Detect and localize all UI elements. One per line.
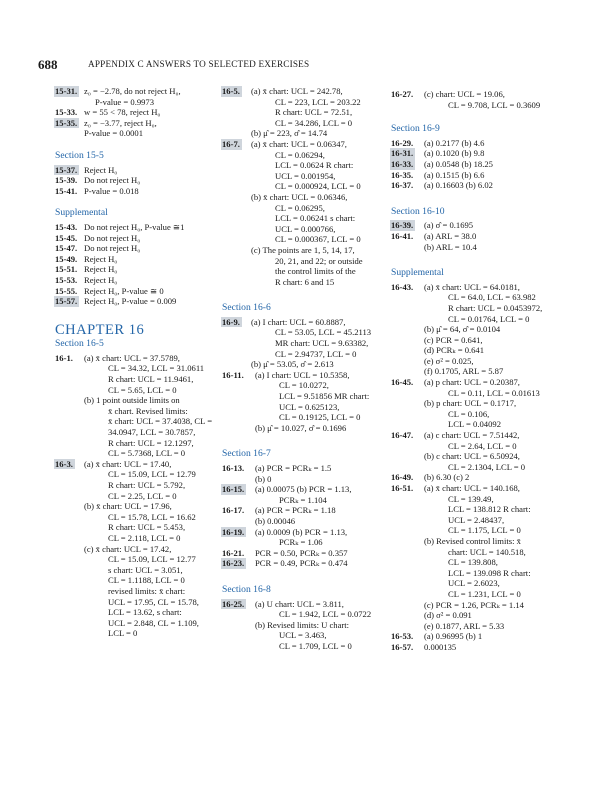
- exercise-number: 16-21.: [222, 547, 245, 558]
- answer-16-43: [391, 282, 559, 377]
- answer-line: Do not reject H₀: [84, 243, 141, 254]
- answer-line: LCL = 139.098 R chart:: [448, 567, 531, 578]
- answer-line: CL = 0.06294,: [275, 149, 325, 160]
- answer-15-49: [55, 254, 209, 265]
- answer-line: R chart: UCL = 12.1297,: [108, 437, 194, 448]
- answer-16-1: [55, 352, 213, 459]
- answer-line: (a) p chart: UCL = 0.20387,: [424, 377, 520, 388]
- answer-line: 34.0947, LCL = 30.7857,: [108, 427, 196, 438]
- exercise-number: 15-37.: [55, 164, 78, 175]
- exercise-number: 16-43.: [391, 281, 414, 292]
- running-header: [38, 58, 571, 72]
- exercise-number: 16-53.: [391, 631, 414, 642]
- answer-line: (d) PCRₖ = 0.641: [424, 345, 485, 356]
- answer-line: (b) x̄ chart: UCL = 0.06346,: [251, 191, 348, 202]
- answer-15-31: [55, 86, 209, 107]
- answer-16-49: [391, 472, 559, 483]
- answer-line: MR chart: UCL = 9.63382,: [275, 338, 369, 349]
- answer-line: R chart: UCL = 5.453,: [108, 522, 186, 533]
- answer-line: Do not reject H₀: [84, 232, 141, 243]
- answer-16-3: [55, 459, 209, 639]
- answer-line: (b) 1 point outside limits on: [84, 395, 180, 406]
- answer-line: (c) The points are 1, 5, 14, 17,: [251, 244, 355, 255]
- answer-line: (b) 6.30 (c) 2: [424, 472, 470, 483]
- answer-line: (a) 0.0009 (b) PCR = 1.13,: [255, 526, 348, 537]
- answer-16-11: [222, 370, 380, 434]
- answer-line: R chart: UCL = 11.9461,: [108, 374, 194, 385]
- exercise-number: 16-15.: [222, 484, 245, 495]
- exercise-number: 16-37.: [391, 180, 414, 191]
- answer-line: (d) σ² = 0.091: [424, 610, 472, 621]
- answer-line: CL = 15.78, LCL = 16.62: [108, 511, 196, 522]
- exercise-number: 16-5.: [222, 86, 240, 96]
- answer-line: LCL = 0.0624 R chart:: [275, 160, 354, 171]
- exercise-number: 15-55.: [55, 285, 78, 296]
- answer-line: CL = 1.231, LCL = 0: [448, 588, 521, 599]
- answer-line: w = 55 < 78, reject H₀: [84, 107, 161, 118]
- answer-16-13: [222, 463, 380, 484]
- answer-16-31: [391, 148, 559, 159]
- answer-line: (b) ARL = 10.4: [424, 241, 477, 252]
- answer-line: (c) x̄ chart: UCL = 17.42,: [84, 543, 172, 554]
- answer-line: CL = 1.1188, LCL = 0: [108, 575, 185, 586]
- answer-line: (a) I chart: UCL = 10.5358,: [255, 369, 350, 380]
- answer-line: CL = 2.64, LCL = 0: [448, 440, 517, 451]
- answer-line: (b) μ̂ = 223, σ̂ = 14.74: [251, 128, 328, 139]
- answer-15-53: [55, 275, 209, 286]
- answer-line: CL = 1.942, LCL = 0.0722: [279, 609, 372, 620]
- answer-line: PCR = 0.50, PCRₖ = 0.357: [255, 547, 348, 558]
- answer-line: LCL = 13.62, s chart:: [108, 607, 182, 618]
- answer-15-41: [55, 186, 209, 197]
- exercise-number: 16-23.: [222, 558, 245, 569]
- section-heading: Section 15-5: [55, 149, 104, 161]
- answer-line: CL = 0.000367, LCL = 0: [275, 234, 361, 245]
- exercise-number: 16-45.: [391, 377, 414, 388]
- answer-line: PCRₖ = 1.104: [279, 494, 327, 505]
- answer-16-17: [222, 505, 380, 526]
- answer-line: LCL = 0: [108, 628, 138, 639]
- exercise-number: 16-7.: [222, 138, 240, 149]
- answer-line: (a) I chart: UCL = 60.8887,: [251, 316, 346, 327]
- answer-line: (b) 0: [255, 473, 272, 484]
- answer-15-43: [55, 222, 209, 233]
- column-3: [391, 86, 559, 653]
- exercise-number: 16-29.: [391, 137, 414, 148]
- answer-line: PCR = 0.49, PCRₖ = 0.474: [255, 558, 348, 569]
- answer-line: (a) 0.00075 (b) PCR = 1.13,: [255, 484, 352, 495]
- answer-line: (e) 0.1877, ARL = 5.33: [424, 620, 505, 631]
- answer-line: (a) x̄ chart: UCL = 242.78,: [251, 86, 343, 96]
- answer-16-45: [391, 377, 559, 430]
- answer-line: (c) chart: UCL = 19.06,: [424, 89, 505, 99]
- answer-line: Do not reject H₀, P-value ≅1: [84, 221, 185, 232]
- answer-16-9: [222, 317, 380, 370]
- answer-line: UCL = 0.625123,: [279, 401, 340, 412]
- answer-line: R chart: 6 and 15: [275, 276, 335, 287]
- answer-line: (a) x̄ chart: UCL = 64.0181,: [424, 281, 520, 292]
- section-heading: Section 16-5: [55, 338, 104, 350]
- exercise-number: 16-13.: [222, 463, 245, 473]
- chapter-heading: CHAPTER 16: [55, 321, 145, 338]
- answer-line: CL = 15.09, LCL = 12.77: [108, 554, 196, 565]
- answer-line: P-value = 0.9973: [95, 96, 155, 107]
- answer-16-47: [391, 430, 559, 472]
- answer-16-21: [222, 548, 380, 559]
- answer-line: R chart: UCL = 72.51,: [275, 107, 353, 118]
- exercise-number: 15-47.: [55, 243, 78, 254]
- section-heading: Supplemental: [55, 207, 108, 219]
- answer-line: CL = 5.65, LCL = 0: [108, 384, 177, 395]
- answer-16-51: [391, 483, 559, 631]
- answer-line: (b) μ̂ = 64, σ̂ = 0.0104: [424, 324, 501, 335]
- answer-line: (a) PCR = PCRₖ = 1.5: [255, 463, 332, 473]
- answer-line: P-value = 0.0001: [84, 128, 144, 139]
- exercise-number: 16-57.: [391, 641, 414, 652]
- exercise-number: 16-9.: [222, 316, 240, 327]
- answer-line: CL = 0.19125, LCL = 0: [279, 412, 361, 423]
- exercise-number: 15-45.: [55, 232, 78, 243]
- answer-line: chart: UCL = 140.518,: [448, 546, 526, 557]
- answer-line: LCL = 138.812 R chart:: [448, 504, 531, 515]
- answer-line: z₀ = −2.78, do not reject H₀,: [84, 86, 181, 96]
- answer-line: (b) p chart: UCL = 0.1717,: [424, 398, 517, 409]
- answer-line: CL = 0.106,: [448, 408, 490, 419]
- exercise-number: 16-39.: [391, 220, 414, 231]
- exercise-number: 16-47.: [391, 430, 414, 441]
- exercise-number: 16-11.: [222, 369, 244, 380]
- answer-16-53: [391, 631, 559, 642]
- answer-15-39: [55, 175, 209, 186]
- exercise-number: 15-51.: [55, 264, 78, 275]
- answer-15-57: [55, 296, 209, 307]
- exercise-number: 16-33.: [391, 158, 414, 169]
- answer-line: (b) Revised limits: U chart:: [255, 619, 350, 630]
- answer-line: CL = 1.175, LCL = 0: [448, 525, 521, 536]
- answer-line: Reject H₀: [84, 164, 118, 175]
- answer-line: UCL = 0.000766,: [275, 223, 336, 234]
- column-1: [55, 86, 213, 639]
- exercise-number: 15-53.: [55, 274, 78, 285]
- answer-line: Reject H₀: [84, 264, 118, 275]
- answer-line: (a) 0.16603 (b) 6.02: [424, 180, 493, 191]
- answer-line: CL = 2.1304, LCL = 0: [448, 461, 526, 472]
- answer-line: UCL = 2.848, CL = 1.109,: [108, 617, 199, 628]
- answer-line: x̄ chart. Revised limits:: [108, 405, 188, 416]
- answer-line: the control limits of the: [275, 266, 356, 277]
- exercise-number: 16-25.: [222, 598, 245, 609]
- answer-line: (a) 0.2177 (b) 4.6: [424, 137, 485, 148]
- answer-line: Do not reject H₀: [84, 175, 141, 186]
- exercise-number: 15-41.: [55, 185, 78, 196]
- answer-line: UCL = 2.6023,: [448, 578, 500, 589]
- answer-15-45: [55, 233, 209, 244]
- answer-15-33: [55, 107, 209, 118]
- exercise-number: 15-57.: [55, 296, 78, 307]
- exercise-number: 15-39.: [55, 175, 78, 186]
- answer-line: (b) Revised control limits: x̄: [424, 535, 521, 546]
- answer-line: CL = 34.32, LCL = 31.0611: [108, 363, 205, 374]
- answer-line: CL = 64.0, LCL = 63.982: [448, 292, 536, 303]
- exercise-number: 16-31.: [391, 148, 414, 159]
- exercise-number: 16-17.: [222, 505, 245, 516]
- section-heading: Section 16-6: [222, 302, 271, 314]
- answer-15-51: [55, 264, 209, 275]
- section-heading: Section 16-9: [391, 123, 440, 135]
- answer-line: P-value = 0.018: [84, 185, 139, 196]
- exercise-number: 16-1.: [55, 352, 73, 363]
- exercise-number: 16-49.: [391, 472, 414, 483]
- answer-line: s chart: UCL = 3.051,: [108, 564, 183, 575]
- column-2: [222, 86, 380, 652]
- answer-line: CL = 0.000924, LCL = 0: [275, 181, 361, 192]
- answer-line: R chart: UCL = 0.0453972,: [448, 302, 543, 313]
- answer-line: CL = 0.01764, LCL = 0: [448, 313, 530, 324]
- answer-line: (b) μ̂ = 53.05, σ̂ = 2.613: [251, 359, 334, 370]
- answer-line: CL = 223, LCL = 203.22: [275, 96, 361, 107]
- answer-line: R chart: UCL = 5.792,: [108, 480, 186, 490]
- answer-line: CL = 0.06295,: [275, 202, 325, 213]
- exercise-number: 16-35.: [391, 169, 414, 180]
- answer-line: CL = 34.286, LCL = 0: [275, 117, 353, 128]
- answer-line: x̄ chart: UCL = 37.4038, CL =: [108, 416, 213, 427]
- answer-15-37: [55, 165, 209, 176]
- answer-line: (a) 0.96995 (b) 1: [424, 631, 483, 642]
- answer-line: Reject H₀: [84, 274, 118, 285]
- answer-16-19: [222, 527, 380, 548]
- answer-line: CL = 139.808,: [448, 557, 498, 568]
- exercise-number: 15-33.: [55, 107, 78, 118]
- answer-line: (f) 0.1705, ARL = 5.87: [424, 366, 504, 377]
- answer-line: UCL = 0.001954,: [275, 170, 336, 181]
- answer-16-33: [391, 159, 559, 170]
- answer-line: (b) c chart: UCL = 6.50924,: [424, 451, 520, 462]
- answer-line: (a) U chart: UCL = 3.811,: [255, 598, 344, 609]
- answer-line: (a) x̄ chart: UCL = 140.168,: [424, 483, 520, 493]
- answer-line: CL = 2.25, LCL = 0: [108, 490, 177, 501]
- answer-line: z₀ = −3.77, reject H₀,: [84, 117, 157, 128]
- answer-line: CL = 2.94737, LCL = 0: [275, 348, 357, 359]
- section-heading: Section 16-10: [391, 205, 445, 217]
- answer-line: (a) ARL = 38.0: [424, 230, 477, 241]
- answer-15-55: [55, 286, 209, 297]
- answer-line: CL = 15.09, LCL = 12.79: [108, 469, 196, 480]
- exercise-number: 15-43.: [55, 221, 78, 232]
- exercise-number: 16-51.: [391, 483, 414, 493]
- answer-16-27: [391, 89, 559, 110]
- section-heading: Section 16-7: [222, 448, 271, 460]
- answer-16-35: [391, 170, 559, 181]
- exercise-number: 15-35.: [55, 117, 78, 128]
- answer-line: (a) c chart: UCL = 7.51442,: [424, 430, 520, 441]
- answer-16-41: [391, 231, 559, 252]
- answer-line: LCL = 0.04092: [448, 419, 501, 430]
- answer-line: CL = 139.49,: [448, 493, 494, 504]
- answer-line: PCRₖ = 1.06: [279, 537, 323, 548]
- exercise-number: 16-19.: [222, 526, 245, 537]
- section-heading: Supplemental: [391, 267, 444, 279]
- answer-line: (c) PCR = 1.26, PCRₖ = 1.14: [424, 599, 524, 610]
- answer-16-39: [391, 220, 559, 231]
- answer-line: (a) x̄ chart: UCL = 17.40,: [84, 458, 172, 469]
- running-title: APPENDIX C ANSWERS TO SELECTED EXERCISES: [88, 59, 310, 69]
- answer-16-37: [391, 180, 559, 191]
- answer-line: CL = 53.05, LCL = 45.2113: [275, 327, 372, 338]
- exercise-number: 16-3.: [55, 458, 73, 469]
- answer-16-25: [222, 599, 380, 652]
- answer-line: (c) PCR = 0.641,: [424, 334, 483, 345]
- answer-line: (b) x̄ chart: UCL = 17.96,: [84, 501, 172, 512]
- exercise-number: 16-41.: [391, 230, 414, 241]
- answer-line: Reject H₀, P-value = 0.009: [84, 296, 177, 307]
- answer-16-5: [222, 86, 380, 139]
- answer-line: (e) σ² = 0.025,: [424, 355, 474, 366]
- answer-15-47: [55, 243, 209, 254]
- answer-line: CL = 2.118, LCL = 0: [108, 532, 181, 543]
- answer-line: LCL = 9.51856 MR chart:: [279, 391, 370, 402]
- answer-line: LCL = 0.06241 s chart:: [275, 213, 356, 224]
- exercise-number: 15-49.: [55, 253, 78, 264]
- answer-line: 20, 21, and 22; or outside: [275, 255, 363, 266]
- answer-line: UCL = 3.463,: [279, 630, 327, 641]
- answer-line: Reject H₀: [84, 253, 118, 264]
- answer-16-15: [222, 484, 380, 505]
- answer-16-57: [391, 642, 559, 653]
- answer-line: UCL = 17.95, CL = 15.78,: [108, 596, 199, 607]
- exercise-number: 15-31.: [55, 86, 78, 96]
- answer-line: (a) 0.1515 (b) 6.6: [424, 169, 485, 180]
- answer-line: 0.000135: [424, 641, 457, 652]
- answer-16-29: [391, 138, 559, 149]
- answer-line: (a) x̄ chart: UCL = 37.5789,: [84, 352, 180, 363]
- answer-15-35: [55, 118, 209, 139]
- answer-line: CL = 0.11, LCL = 0.01613: [448, 387, 540, 398]
- answer-line: (a) σ̂ = 0.1695: [424, 220, 474, 231]
- answer-line: CL = 9.708, LCL = 0.3609: [448, 99, 541, 110]
- answer-line: (b) 0.00046: [255, 515, 296, 526]
- answer-line: (a) x̄ chart: UCL = 0.06347,: [251, 138, 347, 149]
- answer-line: revised limits: x̄ chart:: [108, 585, 186, 596]
- exercise-number: 16-27.: [391, 89, 414, 99]
- section-heading: Section 16-8: [222, 583, 271, 595]
- answer-line: CL = 1.709, LCL = 0: [279, 640, 352, 651]
- answer-16-23: [222, 558, 380, 569]
- answer-line: (b) μ̂ = 10.027, σ̂ = 0.1696: [255, 422, 347, 433]
- answer-line: (a) 0.0548 (b) 18.25: [424, 158, 493, 169]
- answer-line: CL = 5.7368, LCL = 0: [108, 448, 186, 459]
- answer-16-7: [222, 139, 380, 287]
- answer-line: CL = 10.0272,: [279, 380, 329, 391]
- answer-line: Reject H₀, P-value ≅ 0: [84, 285, 164, 296]
- page-number: 688: [38, 57, 58, 72]
- answer-line: (a) 0.1020 (b) 9.8: [424, 148, 485, 159]
- answer-line: (a) PCR = PCRₖ = 1.18: [255, 505, 336, 516]
- answer-line: UCL = 2.48437,: [448, 514, 505, 525]
